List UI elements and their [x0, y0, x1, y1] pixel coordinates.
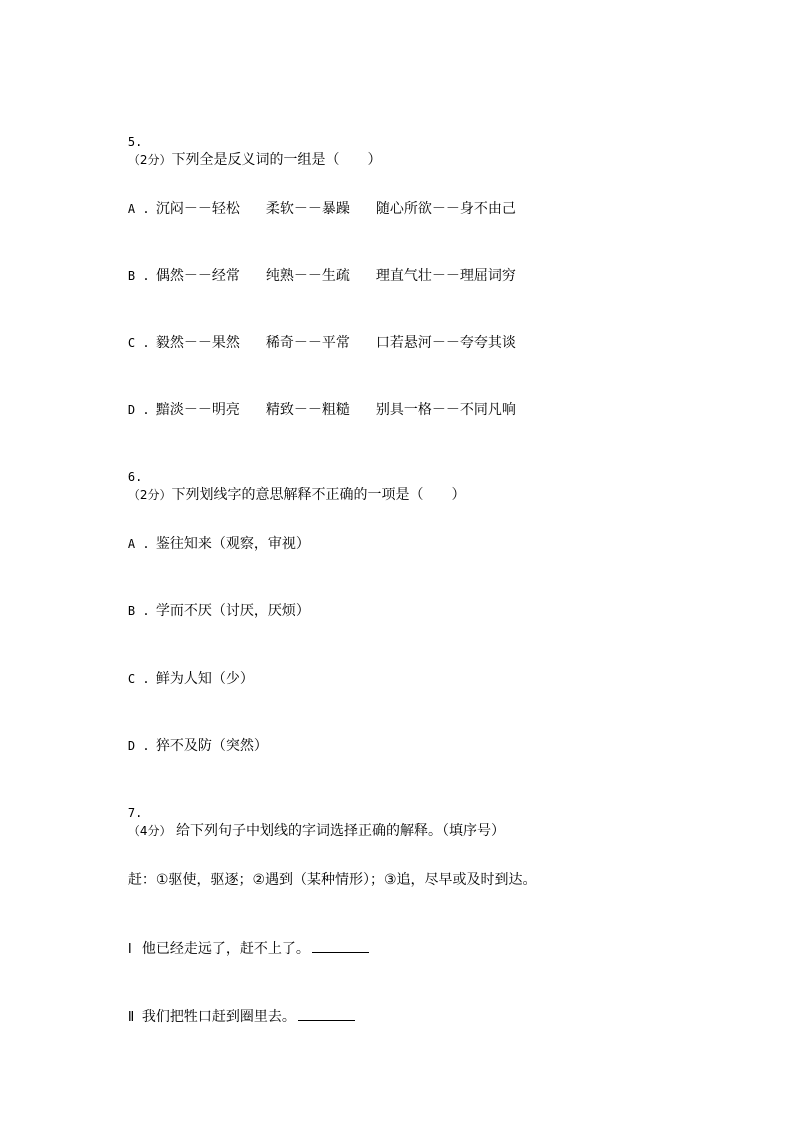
question-6-option-a — [119, 517, 310, 552]
option-text: 猝不及防（突然） — [155, 738, 268, 754]
question-number: 7. — [127, 806, 143, 820]
question-number: 6. — [127, 470, 143, 484]
option-label: C . — [127, 336, 150, 350]
definition-text: 赶：①驱使，驱逐；②遇到（某种情形）；③追，尽早或及时到达。 — [127, 872, 537, 888]
option-text: 鲜为人知（少） — [155, 671, 254, 687]
option-label: D . — [127, 739, 150, 753]
option-item: 理直气壮－－理屈词穷 — [375, 268, 516, 284]
option-label: A . — [127, 202, 150, 216]
option-item: 别具一格－－不同凡响 — [375, 402, 516, 418]
question-6-option-b — [119, 584, 310, 619]
question-6-option-d — [119, 719, 268, 754]
question-points: （2分） — [127, 153, 172, 167]
question-5-option-c — [119, 316, 516, 351]
question-6-heading — [119, 450, 466, 503]
question-5-option-b — [119, 249, 516, 284]
option-item: 毅然－－果然 — [155, 335, 240, 351]
sentence-numeral: Ⅰ — [127, 942, 132, 957]
question-number: 5. — [127, 135, 143, 149]
option-label: B . — [127, 269, 150, 283]
option-item: 口若悬河－－夸夸其谈 — [375, 335, 516, 351]
sentence-text: 他已经走远了，赶不上了。 — [141, 941, 310, 957]
option-item: 柔软－－暴躁 — [265, 201, 350, 217]
question-7-definition — [119, 853, 537, 888]
question-7-heading — [119, 786, 505, 839]
answer-blank[interactable] — [312, 938, 369, 953]
sentence-text: 我们把牲口赶到圈里去。 — [141, 1009, 296, 1025]
option-item: 随心所欲－－身不由己 — [375, 201, 516, 217]
question-points: （4分） — [127, 824, 172, 838]
question-5-heading — [119, 115, 382, 168]
answer-blank[interactable] — [298, 1006, 355, 1021]
option-item: 偶然－－经常 — [155, 268, 240, 284]
question-points: （2分） — [127, 488, 172, 502]
option-label: D . — [127, 403, 150, 417]
option-text: 学而不厌（讨厌，厌烦） — [155, 603, 310, 619]
question-6-option-c — [119, 652, 254, 687]
question-5-option-d — [119, 383, 516, 418]
option-item: 精致－－粗糙 — [265, 402, 350, 418]
option-label: A . — [127, 537, 150, 551]
option-item: 沉闷－－轻松 — [155, 201, 240, 217]
question-7-sentence-1 — [119, 920, 369, 957]
option-item: 稀奇－－平常 — [265, 335, 350, 351]
question-stem: 给下列句子中划线的字词选择正确的解释。（填序号） — [171, 823, 505, 839]
option-label: B . — [127, 604, 150, 618]
question-stem: 下列划线字的意思解释不正确的一项是（ ） — [171, 487, 466, 503]
question-5-option-a — [119, 182, 516, 217]
option-item: 黯淡－－明亮 — [155, 402, 240, 418]
option-item: 纯熟－－生疏 — [265, 268, 350, 284]
option-text: 鉴往知来（观察，审视） — [155, 536, 310, 552]
question-stem: 下列全是反义词的一组是（ ） — [171, 152, 382, 168]
sentence-numeral: Ⅱ — [127, 1010, 135, 1025]
option-label: C . — [127, 672, 150, 686]
question-7-sentence-2 — [119, 988, 355, 1025]
